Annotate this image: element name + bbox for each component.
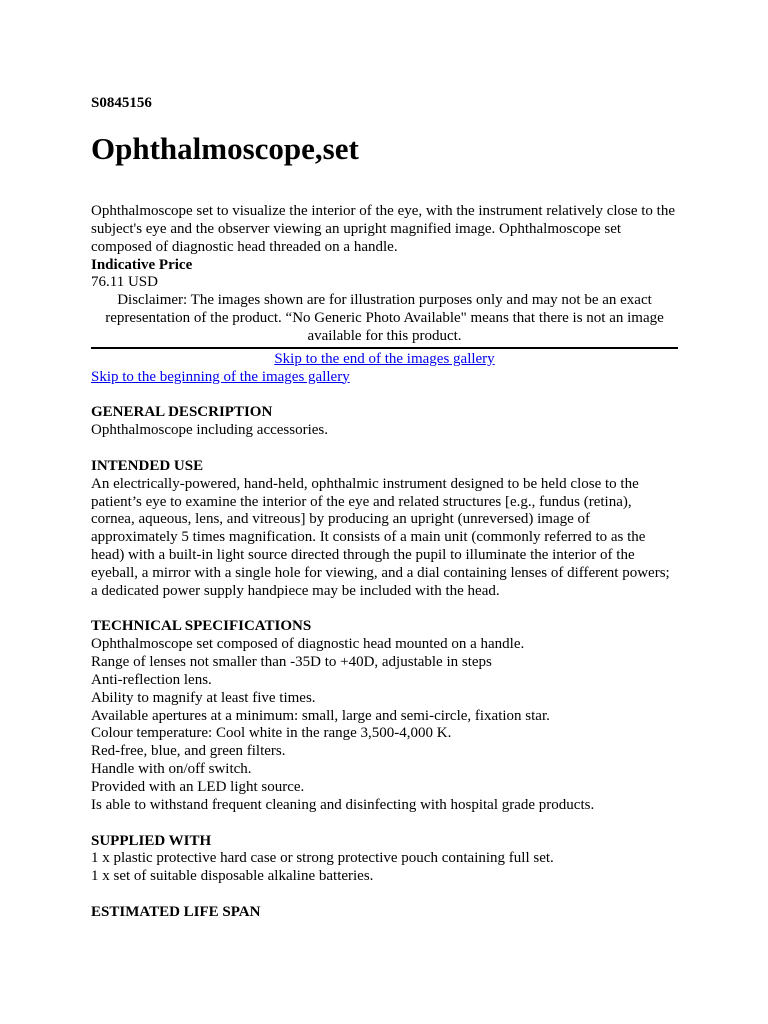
price-label: Indicative Price xyxy=(91,256,193,273)
skip-to-gallery-end-link[interactable]: Skip to the end of the images gallery xyxy=(274,350,495,367)
list-item: Ability to magnify at least five times. xyxy=(91,689,316,706)
page-title: Ophthalmoscope,set xyxy=(91,131,359,166)
list-item: Colour temperature: Cool white in the range 3,500-4,000 K. xyxy=(91,725,452,742)
general-description-text: Ophthalmoscope including accessories. xyxy=(91,422,329,439)
list-item: Range of lenses not smaller than -35D to +40D, adjustable in steps xyxy=(91,654,492,671)
price-value: 76.11 USD xyxy=(91,274,158,291)
list-item: Handle with on/off switch. xyxy=(91,761,252,778)
list-item: Available apertures at a minimum: small, large and semi-circle, fixation star. xyxy=(91,707,550,724)
product-intro: Ophthalmoscope set to visualize the interior of the eye, with the instrument relatively close to the subject's eye and the observer viewing an upright magnified image. Ophthalmoscope set composed of diagnostic head threaded on a handle. xyxy=(91,203,676,255)
list-item: Ophthalmoscope set composed of diagnostic head mounted on a handle. xyxy=(91,636,525,653)
technical-specifications-heading: TECHNICAL SPECIFICATIONS xyxy=(91,618,312,635)
skip-to-gallery-beginning-link[interactable]: Skip to the beginning of the images gallery xyxy=(91,368,350,385)
list-item: 1 x plastic protective hard case or strong protective pouch containing full set. xyxy=(91,850,554,867)
estimated-life-span-heading: ESTIMATED LIFE SPAN xyxy=(91,903,261,920)
supplied-with-heading: SUPPLIED WITH xyxy=(91,832,212,849)
intended-use-heading: INTENDED USE xyxy=(91,457,204,474)
product-code: S0845156 xyxy=(91,95,152,111)
list-item: Is able to withstand frequent cleaning and disinfecting with hospital grade products. xyxy=(91,796,595,813)
divider xyxy=(91,347,678,349)
general-description-heading: GENERAL DESCRIPTION xyxy=(91,404,273,421)
list-item: Red-free, blue, and green filters. xyxy=(91,743,286,760)
intended-use-text: An electrically-powered, hand-held, ophthalmic instrument designed to be held close to the patient’s eye to examine the interior of the eye and related structures [e.g., fundus (retina), cornea, aqueous, lens, and vitreous] by producing an upright (unreversed) image of approximately 5 times magnification. It consists of a main unit (commonly referred to as the head) with a built-in light source directed through the pupil to illuminate the interior of the eyeball, a mirror with a single hole for viewing, and a dial containing lenses of different powers; a dedicated power supply handpiece may be included with the head. xyxy=(91,475,670,599)
list-item: 1 x set of suitable disposable alkaline batteries. xyxy=(91,868,374,885)
image-disclaimer: Disclaimer: The images shown are for illustration purposes only and may not be an exact representation of the product. “No Generic Photo Available" means that there is not an image available for this product. xyxy=(105,292,664,344)
list-item: Provided with an LED light source. xyxy=(91,779,305,795)
list-item: Anti-reflection lens. xyxy=(91,671,212,688)
supplied-with-list xyxy=(91,850,678,886)
technical-specifications-list xyxy=(91,636,678,814)
document-body xyxy=(91,203,678,922)
